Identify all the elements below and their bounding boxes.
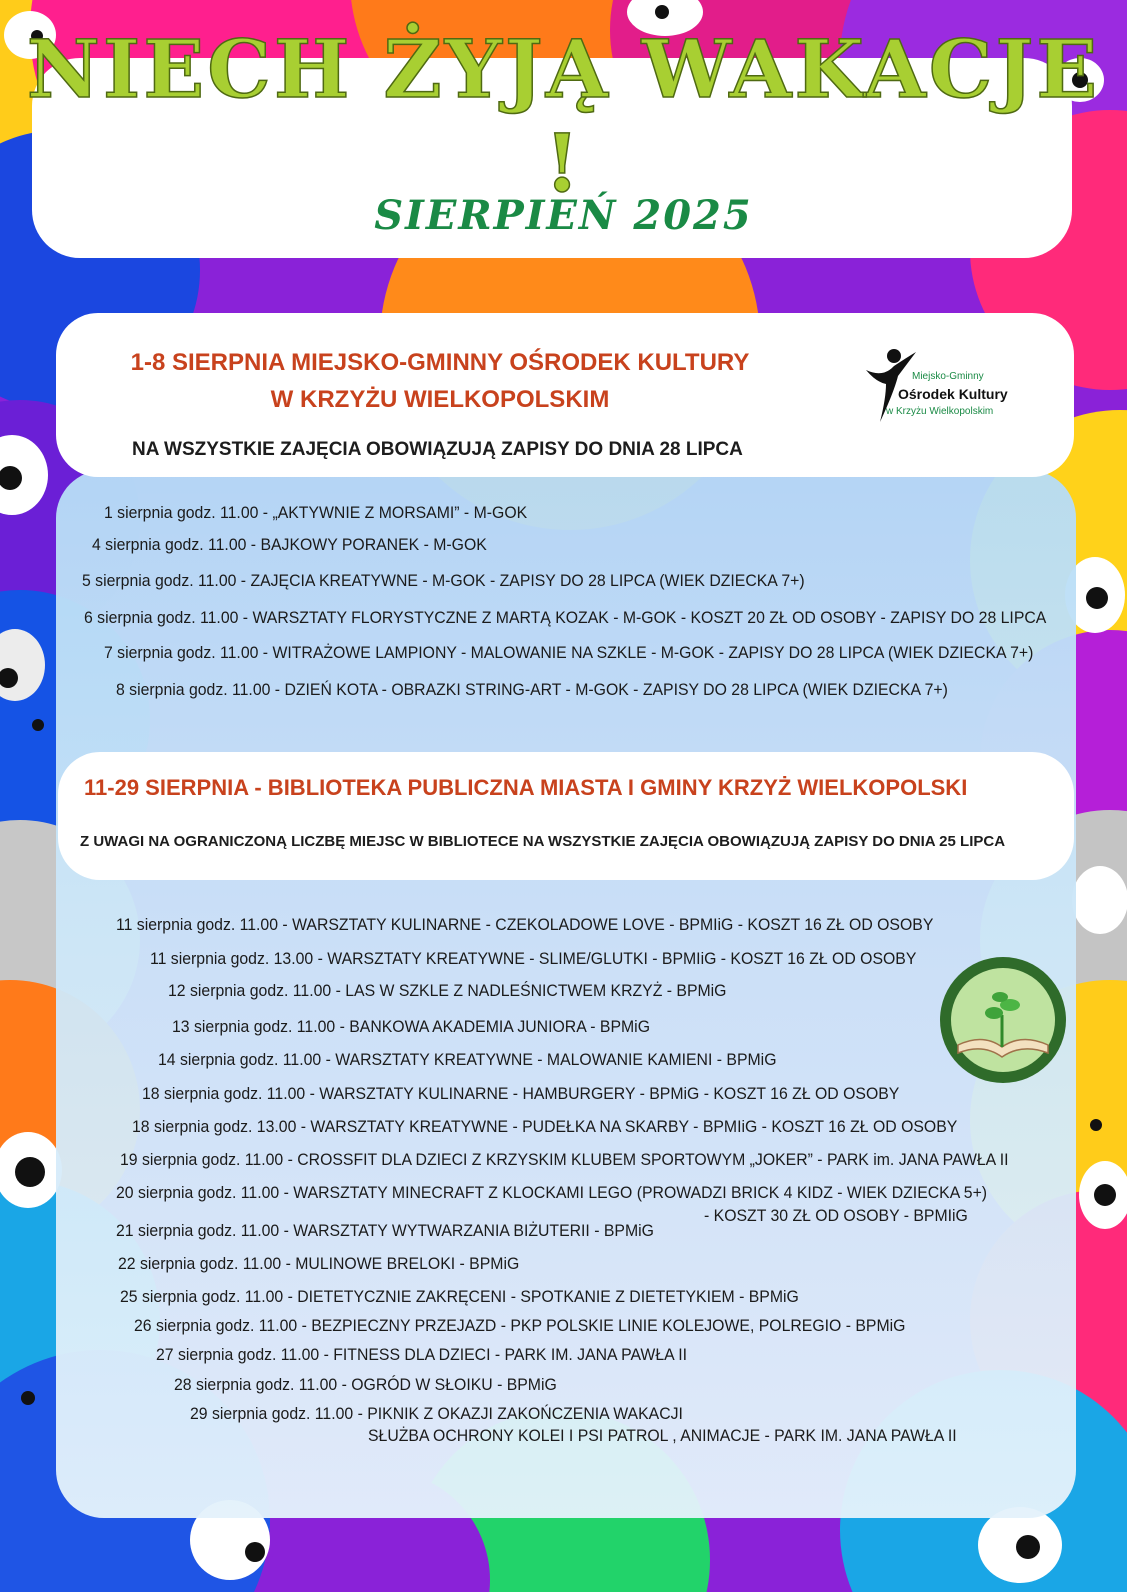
event-item: 29 sierpnia godz. 11.00 - PIKNIK Z OKAZJI ZAKOŃCZENIA WAKACJI bbox=[190, 1404, 683, 1423]
event-item-continuation: - KOSZT 30 ZŁ OD OSOBY - BPMIiG bbox=[704, 1206, 968, 1225]
event-item: 19 sierpnia godz. 11.00 - CROSSFIT DLA DZIECI Z KRZYSKIM KLUBEM SPORTOWYM „JOKER” - PARK im. JANA PAWŁA II bbox=[120, 1150, 1009, 1169]
section1-heading-line1: 1-8 SIERPNIA MIEJSKO-GMINNY OŚRODEK KULTURY bbox=[130, 349, 750, 376]
event-item: 21 sierpnia godz. 11.00 - WARSZTATY WYTWARZANIA BIŻUTERII - BPMiG bbox=[116, 1221, 654, 1240]
event-item: 22 sierpnia godz. 11.00 - MULINOWE BRELOKI - BPMiG bbox=[118, 1254, 520, 1273]
section1-note: NA WSZYSTKIE ZAJĘCIA OBOWIĄZUJĄ ZAPISY DO DNIA 28 LIPCA bbox=[132, 439, 743, 460]
event-item: 18 sierpnia godz. 13.00 - WARSZTATY KREATYWNE - PUDEŁKA NA SKARBY - BPMIiG - KOSZT 16 ZŁ OD OSOBY bbox=[132, 1117, 958, 1136]
event-item: 28 sierpnia godz. 11.00 - OGRÓD W SŁOIKU - BPMiG bbox=[174, 1375, 557, 1394]
section2-header-box bbox=[58, 752, 1074, 880]
page-subtitle: SIERPIEŃ 2025 bbox=[374, 192, 753, 239]
mgok-logo-line2: Ośrodek Kultury bbox=[898, 386, 1008, 402]
event-item: 20 sierpnia godz. 11.00 - WARSZTATY MINECRAFT Z KLOCKAMI LEGO (PROWADZI BRICK 4 KIDZ - WIEK DZIECKA 5+) bbox=[116, 1183, 988, 1202]
event-item: 4 sierpnia godz. 11.00 - BAJKOWY PORANEK - M-GOK bbox=[92, 535, 487, 554]
mgok-logo-line1: Miejsko-Gminny bbox=[912, 371, 984, 382]
event-item: 26 sierpnia godz. 11.00 - BEZPIECZNY PRZEJAZD - PKP POLSKIE LINIE KOLEJOWE, POLREGIO - BPMiG bbox=[134, 1316, 906, 1335]
event-item: 8 sierpnia godz. 11.00 - DZIEŃ KOTA - OBRAZKI STRING-ART - M-GOK - ZAPISY DO 28 LIPCA (WIEK DZIECKA 7+) bbox=[116, 680, 948, 699]
event-item-continuation: SŁUŻBA OCHRONY KOLEI I PSI PATROL , ANIMACJE - PARK IM. JANA PAWŁA II bbox=[368, 1426, 957, 1445]
mgok-logo-line3: w Krzyżu Wielkopolskim bbox=[886, 406, 994, 417]
event-item: 25 sierpnia godz. 11.00 - DIETETYCZNIE ZAKRĘCENI - SPOTKANIE Z DIETETYKIEM - BPMiG bbox=[120, 1287, 799, 1306]
section1-heading-line2: W KRZYŻU WIELKOPOLSKIM bbox=[270, 386, 610, 413]
section2-heading: 11-29 SIERPNIA - BIBLIOTEKA PUBLICZNA MIASTA I GMINY KRZYŻ WIELKOPOLSKI bbox=[84, 775, 968, 800]
event-item: 7 sierpnia godz. 11.00 - WITRAŻOWE LAMPIONY - MALOWANIE NA SZKLE - M-GOK - ZAPISY DO 28 LIPCA (WIEK DZIECKA 7+) bbox=[104, 643, 1034, 662]
event-item: 12 sierpnia godz. 11.00 - LAS W SZKLE Z NADLEŚNICTWEM KRZYŻ - BPMiG bbox=[168, 981, 727, 1000]
event-item: 11 sierpnia godz. 13.00 - WARSZTATY KREATYWNE - SLIME/GLUTKI - BPMIiG - KOSZT 16 ZŁ OD OSOBY bbox=[150, 949, 917, 968]
event-item: 27 sierpnia godz. 11.00 - FITNESS DLA DZIECI - PARK IM. JANA PAWŁA II bbox=[156, 1345, 688, 1364]
event-item: 6 sierpnia godz. 11.00 - WARSZTATY FLORYSTYCZNE Z MARTĄ KOZAK - M-GOK - KOSZT 20 ZŁ OD OSOBY - ZAPISY DO 28 LIPCA bbox=[84, 608, 1047, 627]
event-item: 11 sierpnia godz. 11.00 - WARSZTATY KULINARNE - CZEKOLADOWE LOVE - BPMIiG - KOSZT 16 ZŁ OD OSOBY bbox=[116, 915, 934, 934]
event-item: 13 sierpnia godz. 11.00 - BANKOWA AKADEMIA JUNIORA - BPMiG bbox=[172, 1017, 650, 1036]
event-item: 14 sierpnia godz. 11.00 - WARSZTATY KREATYWNE - MALOWANIE KAMIENI - BPMiG bbox=[158, 1050, 777, 1069]
library-logo-icon bbox=[938, 955, 1068, 1085]
event-item: 18 sierpnia godz. 11.00 - WARSZTATY KULINARNE - HAMBURGERY - BPMiG - KOSZT 16 ZŁ OD OSOBY bbox=[142, 1084, 900, 1103]
page-title: NIECH ŻYJĄ WAKACJE ! bbox=[26, 22, 1101, 210]
event-item: 5 sierpnia godz. 11.00 - ZAJĘCIA KREATYWNE - M-GOK - ZAPISY DO 28 LIPCA (WIEK DZIECKA 7+) bbox=[82, 571, 805, 590]
section2-note: Z UWAGI NA OGRANICZONĄ LICZBĘ MIEJSC W BIBLIOTECE NA WSZYSTKIE ZAJĘCIA OBOWIĄZUJĄ ZAPISY DO DNIA 25 LIPCA bbox=[80, 833, 1006, 850]
event-item: 1 sierpnia godz. 11.00 - „AKTYWNIE Z MORSAMI” - M-GOK bbox=[104, 503, 528, 522]
